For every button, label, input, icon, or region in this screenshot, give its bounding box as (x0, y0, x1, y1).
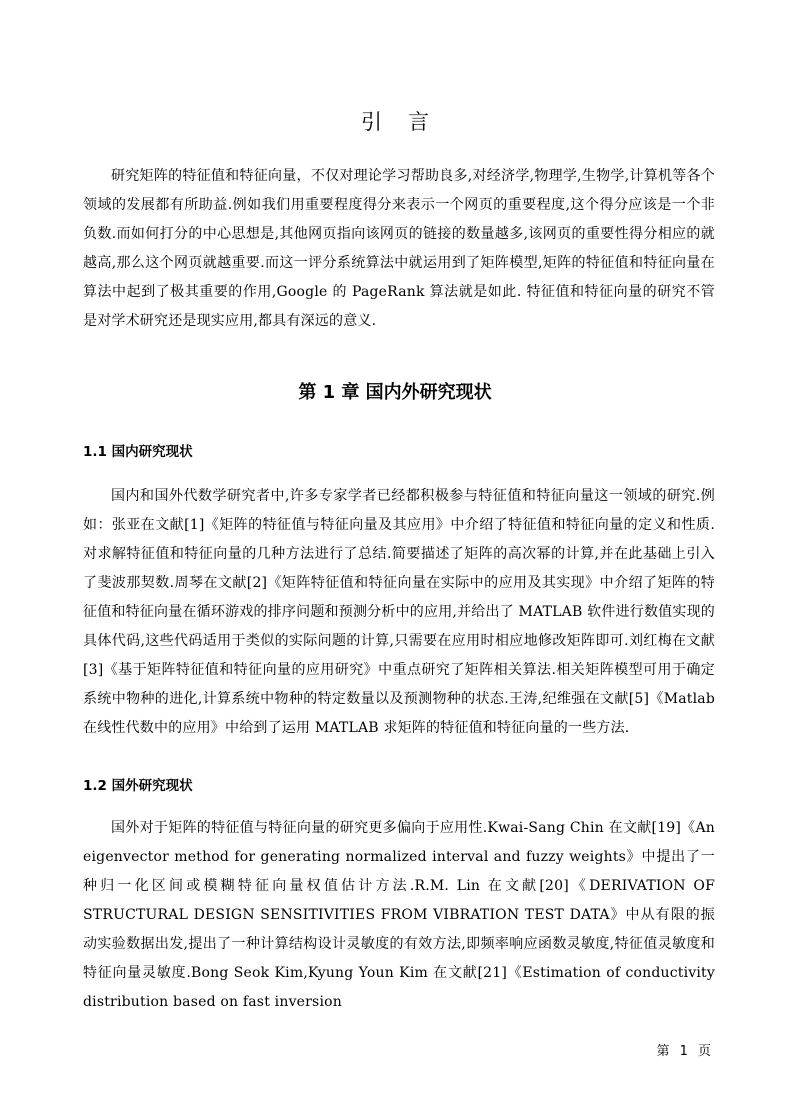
intro-paragraph: 研究矩阵的特征值和特征向量，不仅对理论学习帮助良多,对经济学,物理学,生物学,计算机等各个领域的发展都有所助益.例如我们用重要程度得分来表示一个网页的重要程度,这个得分应该是一个非负数.而如何打分的中心思想是,其他网页指向该网页的链接的数量越多,该网页的重要性得分相应的就越高,那么这个网页就越重要.而这一评分系统算法中就运用到了矩阵模型,矩阵的特征值和特征向量在算法中起到了极其重要的作用,Google 的 PageRank 算法就是如此. 特征值和特征向量的研究不管是对学术研究还是现实应用,都具有深远的意义. (83, 168, 715, 329)
section-1-1-heading: 1.1 国内研究现状 (83, 444, 193, 460)
section-1-1-paragraph: 国内和国外代数学研究者中,许多专家学者已经都积极参与特征值和特征向量这一领域的研究.例如：张亚在文献[1]《矩阵的特征值与特征向量及其应用》中介绍了特征值和特征向量的定义和性质.对求解特征值和特征向量的几种方法进行了总结.简要描述了矩阵的高次幂的计算,并在此基础上引入了斐波那契数.周琴在文献[2]《矩阵特征值和特征向量在实际中的应用及其实现》中介绍了矩阵的特征值和特征向量在循环游戏的排序问题和预测分析中的应用,并给出了 MATLAB 软件进行数值实现的具体代码,这些代码适用于类似的实际问题的计算,只需要在应用时相应地修改矩阵即可.刘红梅在文献[3]《基于矩阵特征值和特征向量的应用研究》中重点研究了矩阵相关算法.相关矩阵模型可用于确定系统中物种的进化,计算系统中物种的特定数量以及预测物种的状态.王涛,纪维强在文献[5]《Matlab 在线性代数中的应用》中给到了运用 MATLAB 求矩阵的特征值和特征向量的一些方法. (83, 488, 715, 736)
intro-title: 引言 (361, 110, 455, 134)
chapter-title: 第 1 章 国内外研究现状 (298, 382, 492, 403)
section-1-2-paragraph: 国外对于矩阵的特征值与特征向量的研究更多偏向于应用性.Kwai-Sang Chin 在文献[19]《An eigenvector method for generating normalized interval and fuzzy weights》中提出了一种归一化区间或模糊特征向量权值估计方法.R.M. Lin 在文献[20]《DERIVATION OF STRUCTURAL DESIGN SENSITIVITIES FROM VIBRATION TEST DATA》中从有限的振动实验数据出发,提出了一种计算结构设计灵敏度的有效方法,即频率响应函数灵敏度,特征值灵敏度和特征向量灵敏度.Bong Seok Kim,Kyung Youn Kim 在文献[21]《Estimation of conductivity distribution based on fast inversion (83, 820, 715, 1010)
section-1-2-heading: 1.2 国外研究现状 (83, 778, 193, 794)
page-number: 第 1 页 (656, 1044, 714, 1059)
